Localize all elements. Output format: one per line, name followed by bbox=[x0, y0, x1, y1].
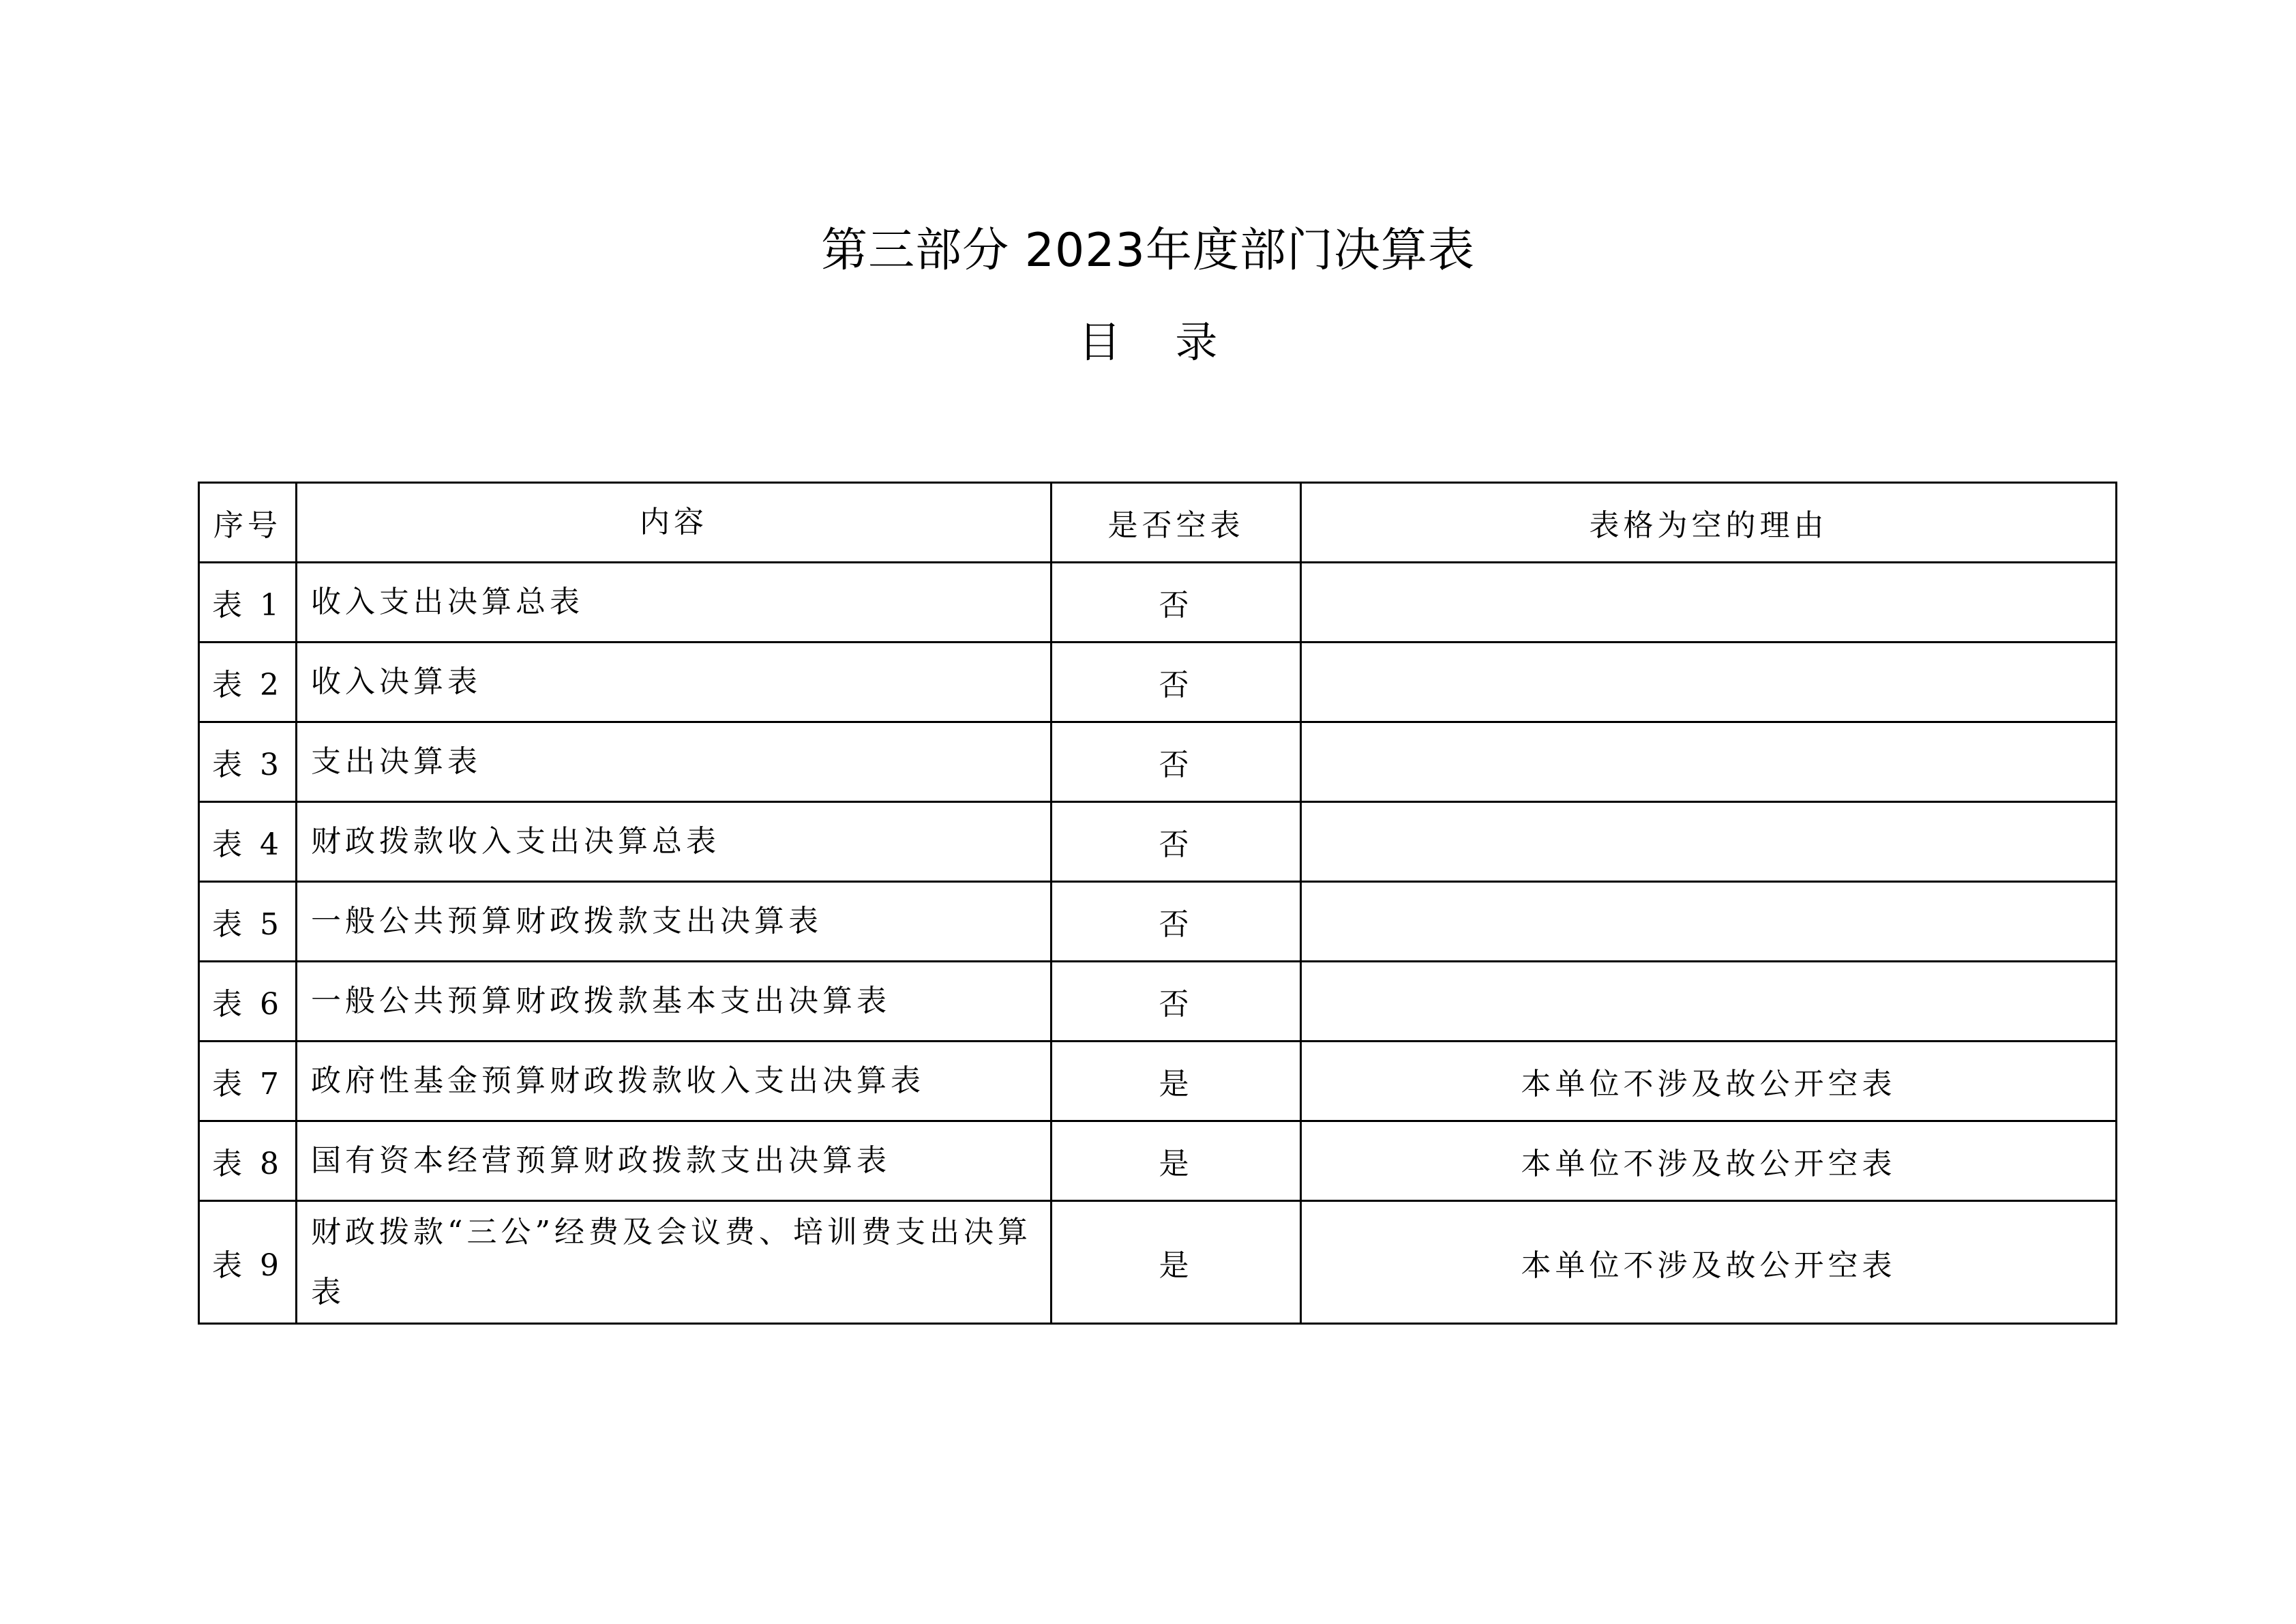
row-is-empty: 否 bbox=[1052, 563, 1301, 643]
row-is-empty: 是 bbox=[1052, 1121, 1301, 1201]
row-seq: 表 3 bbox=[199, 722, 297, 802]
row-seq: 表 4 bbox=[199, 802, 297, 882]
row-reason bbox=[1301, 643, 2117, 722]
row-is-empty: 否 bbox=[1052, 962, 1301, 1042]
table-row bbox=[199, 882, 2117, 962]
row-content: 一般公共预算财政拨款基本支出决算表 bbox=[297, 962, 1052, 1042]
row-seq: 表 1 bbox=[199, 563, 297, 643]
row-reason bbox=[1301, 962, 2117, 1042]
row-seq: 表 5 bbox=[199, 882, 297, 962]
row-reason: 本单位不涉及故公开空表 bbox=[1301, 1121, 2117, 1201]
row-content: 政府性基金预算财政拨款收入支出决算表 bbox=[297, 1042, 1052, 1121]
row-content: 国有资本经营预算财政拨款支出决算表 bbox=[297, 1121, 1052, 1201]
col-header-seq: 序号 bbox=[199, 483, 297, 563]
table-row bbox=[199, 1201, 2117, 1324]
row-reason: 本单位不涉及故公开空表 bbox=[1301, 1042, 2117, 1121]
row-seq: 表 8 bbox=[199, 1121, 297, 1201]
row-is-empty: 是 bbox=[1052, 1042, 1301, 1121]
row-is-empty: 否 bbox=[1052, 722, 1301, 802]
table-row bbox=[199, 802, 2117, 882]
table-header-row bbox=[199, 483, 2117, 563]
row-content: 收入支出决算总表 bbox=[297, 563, 1052, 643]
row-content: 财政拨款收入支出决算总表 bbox=[297, 802, 1052, 882]
table-row bbox=[199, 1121, 2117, 1201]
row-reason bbox=[1301, 563, 2117, 643]
row-is-empty: 是 bbox=[1052, 1201, 1301, 1324]
row-is-empty: 否 bbox=[1052, 882, 1301, 962]
row-content: 收入决算表 bbox=[297, 643, 1052, 722]
table-row bbox=[199, 722, 2117, 802]
table-row bbox=[199, 1042, 2117, 1121]
col-header-is-empty: 是否空表 bbox=[1052, 483, 1301, 563]
row-seq: 表 9 bbox=[199, 1201, 297, 1324]
page-title: 第三部分 2023年度部门决算表 bbox=[821, 224, 1475, 278]
row-seq: 表 2 bbox=[199, 643, 297, 722]
row-content: 支出决算表 bbox=[297, 722, 1052, 802]
col-header-content: 内容 bbox=[297, 483, 1052, 563]
col-header-reason: 表格为空的理由 bbox=[1301, 483, 2117, 563]
page-subtitle: 目 录 bbox=[1078, 317, 1238, 367]
row-seq: 表 7 bbox=[199, 1042, 297, 1121]
row-reason bbox=[1301, 802, 2117, 882]
row-reason bbox=[1301, 722, 2117, 802]
row-is-empty: 否 bbox=[1052, 643, 1301, 722]
toc-table bbox=[198, 482, 2117, 1325]
row-content: 财政拨款“三公”经费及会议费、培训费支出决算表 bbox=[297, 1201, 1052, 1324]
row-reason: 本单位不涉及故公开空表 bbox=[1301, 1201, 2117, 1324]
row-reason bbox=[1301, 882, 2117, 962]
row-content: 一般公共预算财政拨款支出决算表 bbox=[297, 882, 1052, 962]
table-row bbox=[199, 563, 2117, 643]
table-row bbox=[199, 962, 2117, 1042]
row-seq: 表 6 bbox=[199, 962, 297, 1042]
table-row bbox=[199, 643, 2117, 722]
row-is-empty: 否 bbox=[1052, 802, 1301, 882]
